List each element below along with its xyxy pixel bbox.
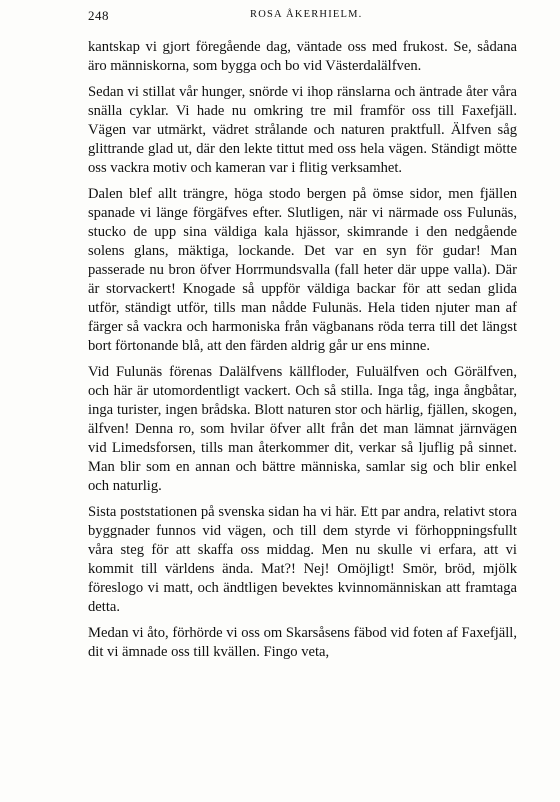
page-number: 248 [88,8,109,23]
running-head: ROSA ÅKERHIELM. [250,9,363,20]
paragraph: Vid Fulunäs förenas Dalälfvens källfloder, Fuluälfven och Görälfven, och här är utomordentligt vackert. Och så stilla. Inga tåg, inga ångbåtar, inga turister, ingen brådska. Blott naturen stor och härlig, fjällen, skogen, älfven! Denna ro, som hvilar öfver allt från det man lämnat järnvägen vid Limedsforsen, tills man återkommer dit, verkar så ljuflig på sinnet. Man blir som en annan och bättre människa, samlar sig och blir enkel och naturlig. [88,364,517,494]
paragraph: Dalen blef allt trängre, höga stodo bergen på ömse sidor, men fjällen spanade vi länge förgäfves efter. Slutligen, när vi närmade oss Fulunäs, stucko de upp sina väldiga kala hjässor, skimrande i den nedgående solens glans, mäktiga, lockande. Det var en syn för gudar! Man passerade nu bron öfver Horrmundsvalla (fall heter där uppe valla). Där är storvackert! Knogade så uppför väldiga backar för att sedan glida utför, ständigt utför, tills man nådde Fulunäs. Hela tiden njuter man af färger så vackra och harmoniska från vägbanans röda terra till det längst bort förtonande blå, att den färden aldrig går ur ens minne. [88,186,517,354]
paragraph: Sista poststationen på svenska sidan ha vi här. Ett par andra, relativt stora byggnader funnos vid vägen, och till dem styrde vi förhoppningsfullt våra steg för att skaffa oss middag. Men nu skulle vi erfara, att vi kommit till världens ända. Mat?! Nej! Omöjligt! Smör, bröd, mjölk föreslogo vi matt, och ändtligen bevektes kvinnomänniskan att framtaga detta. [88,504,517,615]
paragraph: kantskap vi gjort föregående dag, väntade oss med frukost. Se, sådana äro människorna, som bygga och bo vid Västerdalälfven. [88,39,517,74]
paragraph: Medan vi åto, förhörde vi oss om Skarsåsens fäbod vid foten af Faxefjäll, dit vi ämnade oss till kvällen. Fingo veta, [88,625,517,660]
page-header [88,8,520,24]
body-text [88,38,517,662]
paragraph: Sedan vi stillat vår hunger, snörde vi ihop ränslarna och äntrade åter våra snälla cyklar. Vi hade nu omkring tre mil framför oss till Faxefjäll. Vägen var utmärkt, vädret strålande och naturen praktfull. Älfven såg glittrande glad ut, där den lekte tittut med oss hela vägen. Ständigt mötte oss vackra motiv och kameran var i flitig verksamhet. [88,84,517,176]
